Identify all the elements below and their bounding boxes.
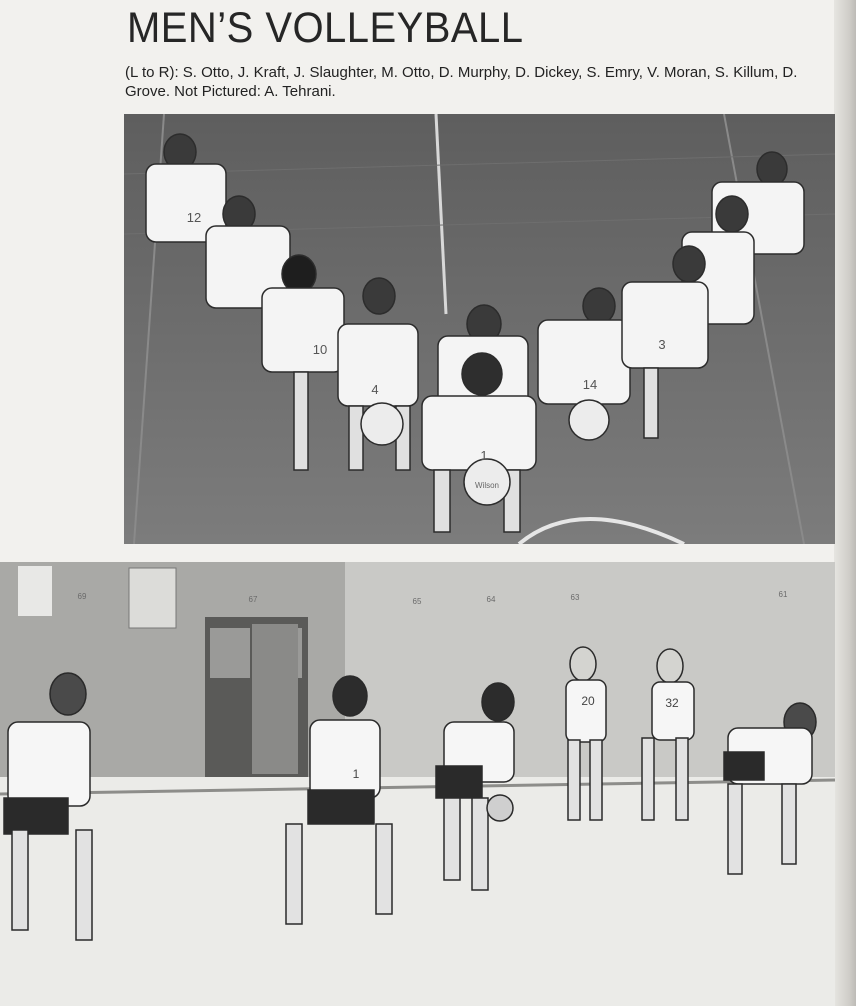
jersey-number: 4: [371, 382, 379, 397]
ball-brand: Wilson: [474, 481, 500, 490]
wall-number: 61: [778, 590, 788, 599]
jersey-number: 20: [581, 694, 595, 708]
jersey-number: 32: [665, 696, 679, 710]
team-photo: [124, 114, 835, 544]
page-title: MEN’S VOLLEYBALL: [127, 4, 524, 52]
wall-number: 63: [570, 593, 580, 602]
wall-number: 64: [486, 595, 496, 604]
jersey-number: 1: [480, 448, 488, 463]
jersey-number: 10: [312, 342, 328, 357]
wall-number: 67: [248, 595, 258, 604]
jersey-number: 12: [186, 210, 202, 225]
game-photo: [0, 562, 835, 1006]
wall-number: 69: [77, 592, 87, 601]
jersey-number: 1: [352, 767, 360, 781]
jersey-number: 3: [658, 337, 666, 352]
page-edge: [834, 0, 856, 1006]
jersey-number: 14: [582, 377, 598, 392]
photo-caption: (L to R): S. Otto, J. Kraft, J. Slaughter, M. Otto, D. Murphy, D. Dickey, S. Emry, V. Moran, S. Killum, D. Grove. Not Pictured: A. Tehrani.: [125, 64, 798, 100]
wall-number: 65: [412, 597, 422, 606]
